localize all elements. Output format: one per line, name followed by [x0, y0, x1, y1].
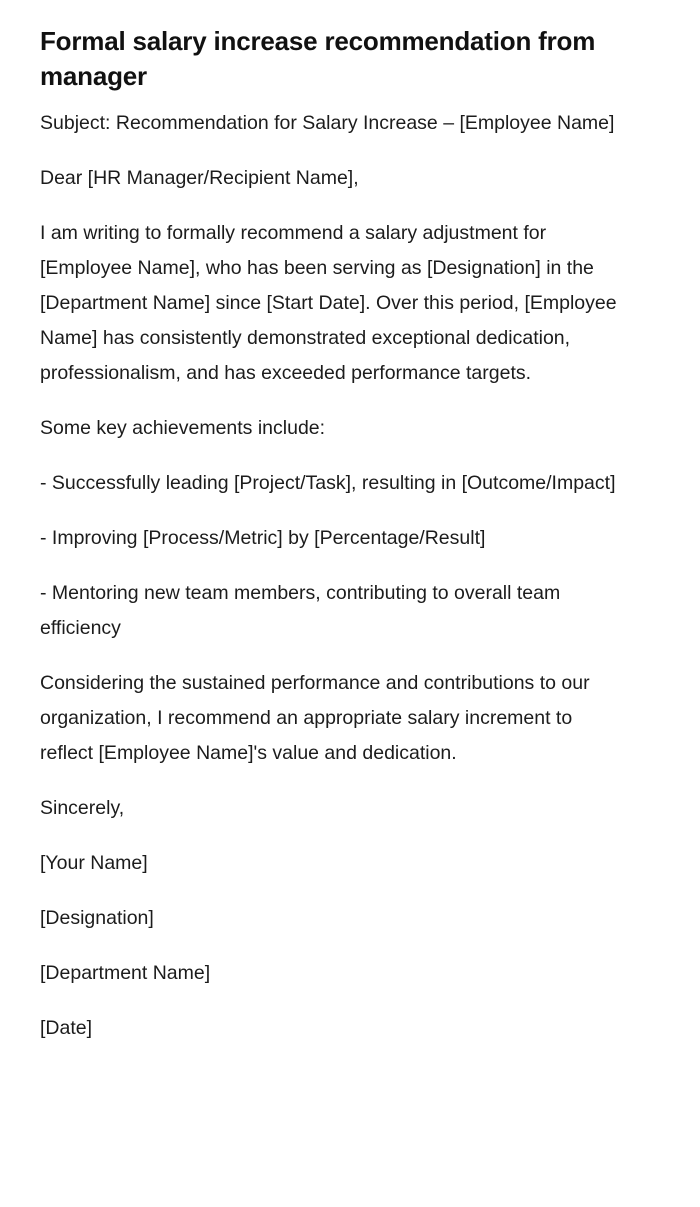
paragraph-closing: Sincerely, [40, 797, 125, 819]
list-item-achievement-3: - Mentoring new team members, contributing to overall team efficiency [40, 582, 561, 639]
paragraph-achievements-heading: Some key achievements include: [40, 417, 326, 439]
list-item-achievement-2: - Improving [Process/Metric] by [Percentage/Result] [40, 527, 486, 549]
signature-department-name: [Department Name] [40, 962, 211, 984]
signature-date: [Date] [40, 1017, 93, 1039]
paragraph-body-intro: I am writing to formally recommend a salary adjustment for [Employee Name], who has been serving as [Designation] in the [Department Name] since [Start Date]. Over this period, [Employee Name] has consistently demonstrated exceptional dedication, professionalism, and has exceeded performance targets. [40, 222, 617, 384]
paragraph-salutation: Dear [HR Manager/Recipient Name], [40, 167, 359, 189]
signature-designation: [Designation] [40, 907, 154, 929]
paragraph-subject: Subject: Recommendation for Salary Increase – [Employee Name] [40, 112, 615, 134]
list-item-achievement-1: - Successfully leading [Project/Task], resulting in [Outcome/Impact] [40, 472, 616, 494]
signature-your-name: [Your Name] [40, 852, 148, 874]
paragraph-recommendation: Considering the sustained performance and contributions to our organization, I recommend an appropriate salary increment to reflect [Employee Name]'s value and dedication. [40, 672, 590, 764]
page-title: Formal salary increase recommendation from manager [40, 26, 596, 91]
